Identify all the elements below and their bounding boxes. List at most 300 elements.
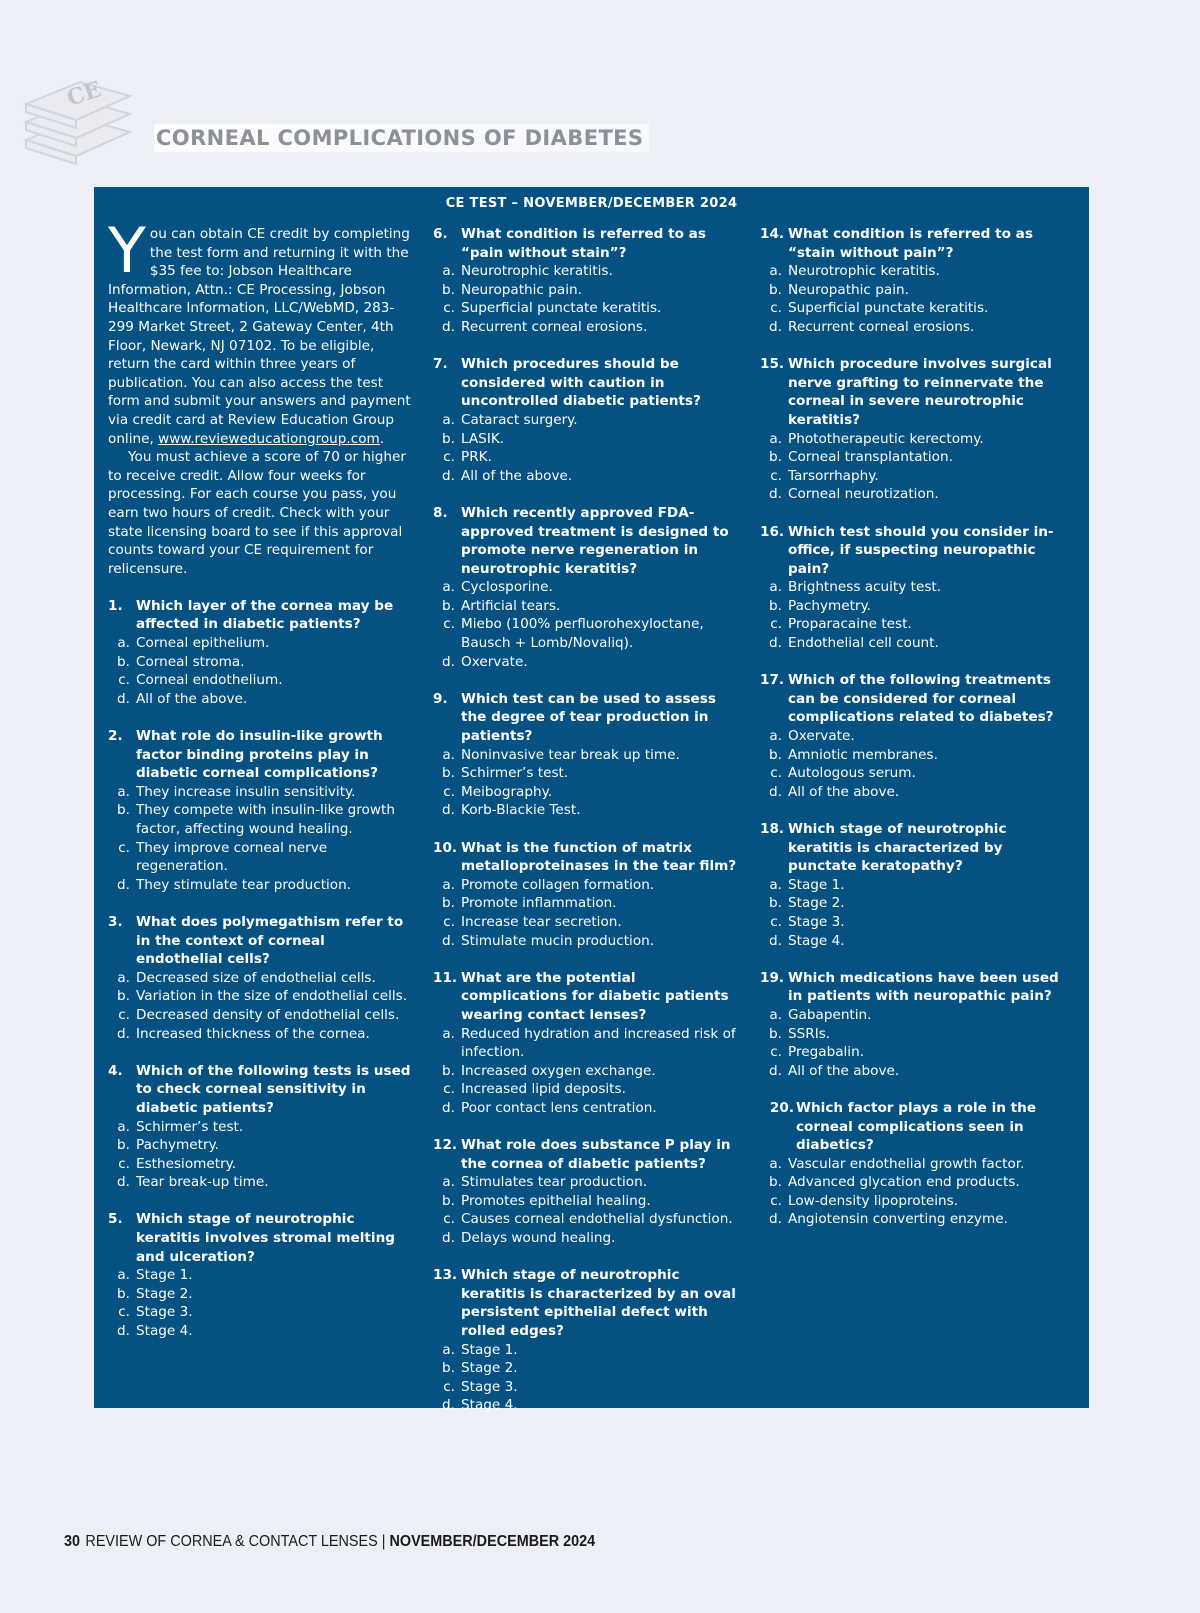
option-letter: a. — [769, 1006, 782, 1023]
option-letter: c. — [770, 913, 782, 930]
answer-option — [108, 653, 414, 672]
question-heading — [433, 839, 745, 876]
answer-option — [760, 467, 1072, 486]
question-number: 16. — [760, 523, 785, 540]
option-letter: c. — [770, 1044, 782, 1061]
answer-option — [760, 1043, 1072, 1062]
logo-text: CE — [63, 76, 105, 112]
option-text: Recurrent corneal erosions. — [461, 318, 648, 335]
option-text: Corneal neurotization. — [788, 486, 939, 503]
answer-option — [760, 1006, 1072, 1025]
question-text: Which test can be used to assess the degree of tear production in patients? — [461, 690, 716, 745]
intro-period: . — [379, 430, 385, 447]
option-letter: b. — [117, 802, 130, 819]
question-text: Which of the following treatments can be considered for corneal complications related to diabetes? — [788, 672, 1054, 726]
option-text: Promotes epithelial healing. — [461, 1192, 651, 1209]
option-text: Noninvasive tear break up time. — [461, 746, 680, 763]
option-letter: c. — [443, 616, 455, 633]
option-text: Neuropathic pain. — [461, 281, 582, 298]
column-1 — [108, 214, 414, 1341]
answer-option — [108, 801, 414, 838]
question-block — [433, 1136, 745, 1248]
option-letter: c. — [443, 1211, 455, 1228]
column-3 — [760, 225, 1072, 1229]
option-text: PRK. — [461, 449, 492, 466]
question-block — [760, 1099, 1072, 1229]
option-letter: c. — [118, 1304, 130, 1321]
question-list — [760, 225, 1072, 1229]
question-text: Which stage of neurotrophic keratitis is characterized by an oval persistent epithelial defect with rolled edges? — [461, 1267, 736, 1340]
option-text: Stage 1. — [136, 1267, 193, 1284]
question-block — [760, 523, 1072, 653]
intro-text — [108, 214, 414, 578]
option-text: Increased oxygen exchange. — [461, 1062, 656, 1079]
option-text: Oxervate. — [788, 728, 855, 745]
option-text: Oxervate. — [461, 653, 528, 670]
question-number: 17. — [760, 672, 785, 689]
option-text: Poor contact lens centration. — [461, 1099, 657, 1116]
option-letter: c. — [118, 672, 130, 689]
question-block — [433, 355, 745, 485]
option-text: All of the above. — [788, 783, 900, 800]
option-letter: d. — [442, 802, 455, 819]
option-text: Increased thickness of the cornea. — [136, 1025, 370, 1042]
answer-option — [433, 1229, 745, 1248]
option-letter: d. — [442, 1397, 455, 1414]
answer-option — [108, 1285, 414, 1304]
answer-option — [760, 876, 1072, 895]
option-letter: b. — [769, 1174, 782, 1191]
option-text: Stage 4. — [788, 932, 845, 949]
option-text: Advanced glycation end products. — [788, 1174, 1020, 1191]
question-number: 5. — [108, 1211, 123, 1228]
option-text: All of the above. — [788, 1062, 900, 1079]
question-text: What condition is referred to as “pain without stain”? — [461, 226, 706, 261]
option-letter: b. — [442, 597, 455, 614]
option-letter: d. — [117, 1174, 130, 1191]
option-letter: d. — [442, 1230, 455, 1247]
answer-option — [433, 1173, 745, 1192]
question-number: 6. — [433, 226, 448, 242]
question-heading — [760, 225, 1072, 262]
option-text: They stimulate tear production. — [136, 876, 352, 893]
option-letter: a. — [769, 430, 782, 447]
ce-books-icon — [18, 70, 138, 170]
answer-option — [433, 467, 745, 486]
option-text: LASIK. — [461, 430, 505, 447]
option-text: Amniotic membranes. — [788, 746, 938, 763]
question-text: What does polymegathism refer to in the context of corneal endothelial cells? — [136, 913, 404, 968]
answer-option — [433, 1378, 745, 1397]
option-text: Increased lipid deposits. — [461, 1081, 626, 1098]
option-text: Pachymetry. — [136, 1137, 220, 1154]
option-text: Stage 2. — [136, 1285, 193, 1302]
answer-option — [433, 299, 745, 318]
question-number: 15. — [760, 356, 785, 373]
option-text: Decreased size of endothelial cells. — [136, 969, 376, 986]
question-number: 19. — [760, 969, 785, 986]
question-text: Which procedures should be considered with caution in uncontrolled diabetic patients? — [461, 356, 701, 410]
option-letter: c. — [443, 1378, 455, 1395]
option-letter: a. — [117, 635, 130, 652]
option-text: Recurrent corneal erosions. — [788, 318, 975, 335]
answer-option — [760, 448, 1072, 467]
option-letter: c. — [770, 300, 782, 317]
option-letter: a. — [769, 728, 782, 745]
answer-option — [108, 1266, 414, 1285]
answer-option — [760, 727, 1072, 746]
question-number: 13. — [433, 1267, 458, 1284]
question-block — [760, 820, 1072, 950]
question-block — [108, 727, 414, 894]
question-text: Which layer of the cornea may be affected in diabetic patients? — [136, 597, 394, 633]
ce-test-panel — [94, 187, 1089, 1414]
option-text: Neurotrophic keratitis. — [788, 263, 940, 280]
answer-option — [108, 783, 414, 802]
option-text: Pregabalin. — [788, 1044, 865, 1061]
option-letter: d. — [769, 635, 782, 652]
option-text: Schirmer’s test. — [136, 1118, 244, 1135]
option-letter: d. — [442, 932, 455, 949]
page-number: 30 — [64, 1533, 81, 1550]
option-text: Meibography. — [461, 783, 553, 800]
option-letter: c. — [770, 616, 782, 633]
question-heading — [108, 727, 414, 783]
answer-option — [433, 615, 745, 652]
answer-option — [108, 1136, 414, 1155]
option-text: Vascular endothelial growth factor. — [788, 1155, 1025, 1172]
option-text: Tarsorrhaphy. — [788, 467, 879, 484]
answer-option — [108, 839, 414, 876]
option-letter: d. — [442, 318, 455, 335]
answer-option — [760, 746, 1072, 765]
column-2 — [433, 225, 745, 1415]
option-letter: b. — [442, 1360, 455, 1377]
question-heading — [108, 1062, 414, 1118]
answer-option — [760, 318, 1072, 337]
option-text: Stage 2. — [788, 895, 845, 912]
option-letter: b. — [769, 1025, 782, 1042]
test-header: CE TEST – NOVEMBER/DECEMBER 2024 — [445, 196, 738, 211]
option-letter: d. — [117, 876, 130, 893]
option-letter: d. — [117, 690, 130, 707]
answer-option — [433, 448, 745, 467]
option-text: Cataract surgery. — [461, 411, 578, 428]
option-text: Stage 3. — [461, 1378, 518, 1395]
question-text: Which stage of neurotrophic keratitis is characterized by punctate keratopathy? — [788, 821, 1007, 875]
option-text: Stimulates tear production. — [461, 1174, 648, 1191]
answer-option — [433, 746, 745, 765]
question-heading — [433, 690, 745, 746]
answer-option — [108, 1173, 414, 1192]
question-block — [108, 1210, 414, 1340]
option-letter: a. — [117, 1118, 130, 1135]
option-letter: b. — [769, 449, 782, 466]
question-heading — [760, 1099, 1072, 1155]
option-text: Stage 2. — [461, 1360, 518, 1377]
option-letter: a. — [442, 263, 455, 280]
answer-option — [433, 411, 745, 430]
answer-option — [760, 299, 1072, 318]
question-block — [108, 913, 414, 1043]
answer-option — [760, 1025, 1072, 1044]
question-number: 1. — [108, 597, 123, 614]
question-heading — [760, 355, 1072, 429]
answer-option — [433, 1080, 745, 1099]
question-number: 3. — [108, 913, 123, 930]
option-text: Causes corneal endothelial dysfunction. — [461, 1211, 733, 1228]
option-text: Miebo (100% perfluorohexyloctane, Bausch + Lomb/Novaliq). — [461, 616, 704, 652]
answer-option — [433, 653, 745, 672]
answer-option — [760, 578, 1072, 597]
option-text: They compete with insulin-like growth factor, affecting wound healing. — [136, 802, 395, 837]
question-heading — [433, 355, 745, 411]
question-block — [433, 839, 745, 951]
question-heading — [108, 913, 414, 969]
question-block — [760, 225, 1072, 337]
question-block — [433, 504, 745, 671]
answer-option — [433, 1062, 745, 1081]
option-text: Corneal transplantation. — [788, 449, 953, 466]
option-text: Stage 1. — [461, 1341, 518, 1358]
question-heading — [433, 504, 745, 578]
answer-option — [108, 1155, 414, 1174]
answer-option — [433, 262, 745, 281]
question-heading — [433, 225, 745, 262]
answer-option — [433, 430, 745, 449]
option-text: Cyclosporine. — [461, 579, 553, 596]
option-text: Delays wound healing. — [461, 1230, 616, 1247]
option-letter: a. — [442, 746, 455, 763]
answer-option — [433, 1396, 745, 1415]
option-letter: a. — [442, 1025, 455, 1042]
answer-option — [433, 1359, 745, 1378]
option-letter: b. — [442, 895, 455, 912]
option-letter: d. — [769, 318, 782, 335]
question-heading — [760, 671, 1072, 727]
option-text: Promote inflammation. — [461, 895, 617, 912]
answer-option — [433, 578, 745, 597]
question-block — [108, 1062, 414, 1192]
option-text: Neuropathic pain. — [788, 281, 909, 298]
option-text: All of the above. — [461, 467, 573, 484]
option-letter: a. — [442, 1174, 455, 1191]
question-heading — [760, 969, 1072, 1006]
option-text: Increase tear secretion. — [461, 913, 622, 930]
question-text: What is the function of matrix metalloproteinases in the tear film? — [461, 839, 737, 875]
option-letter: d. — [769, 1211, 782, 1228]
answer-option — [760, 1192, 1072, 1211]
option-letter: a. — [117, 783, 130, 800]
question-heading — [433, 969, 745, 1025]
answer-option — [760, 597, 1072, 616]
option-text: Reduced hydration and increased risk of infection. — [461, 1025, 736, 1061]
option-text: Superficial punctate keratitis. — [461, 300, 662, 317]
question-heading — [433, 1266, 745, 1340]
answer-option — [760, 764, 1072, 783]
option-text: Angiotensin converting enzyme. — [788, 1211, 1008, 1228]
question-number: 12. — [433, 1137, 458, 1154]
question-heading — [433, 1136, 745, 1173]
answer-option — [760, 634, 1072, 653]
answer-option — [108, 1006, 414, 1025]
answer-option — [433, 801, 745, 820]
option-letter: d. — [117, 1025, 130, 1042]
option-letter: c. — [770, 467, 782, 484]
option-letter: d. — [769, 783, 782, 800]
option-letter: d. — [442, 653, 455, 670]
question-text: Which test should you consider in-office, if suspecting neuropathic pain? — [788, 523, 1054, 577]
option-letter: a. — [442, 411, 455, 428]
question-list — [108, 597, 414, 1341]
page-footer — [64, 1533, 595, 1551]
option-letter: b. — [442, 1192, 455, 1209]
option-letter: c. — [443, 1081, 455, 1098]
question-number: 2. — [108, 728, 123, 745]
answer-option — [760, 932, 1072, 951]
answer-option — [108, 671, 414, 690]
question-number: 14. — [760, 226, 785, 242]
option-letter: c. — [770, 765, 782, 782]
publication-name: REVIEW OF CORNEA & CONTACT LENSES | — [85, 1533, 390, 1550]
option-text: Stage 4. — [136, 1323, 193, 1340]
question-text: Which procedure involves surgical nerve grafting to reinnervate the corneal in severe neurotrophic keratitis? — [788, 356, 1052, 428]
option-text: Artificial tears. — [461, 597, 561, 614]
answer-option — [760, 485, 1072, 504]
question-number: 9. — [433, 690, 448, 707]
option-letter: b. — [442, 1062, 455, 1079]
option-letter: b. — [117, 1285, 130, 1302]
answer-option — [108, 1025, 414, 1044]
question-text: Which of the following tests is used to check corneal sensitivity in diabetic patients? — [136, 1062, 411, 1116]
option-letter: c. — [443, 913, 455, 930]
option-text: Stage 1. — [788, 876, 845, 893]
question-block — [433, 1266, 745, 1415]
question-number: 7. — [433, 356, 448, 373]
question-text: Which medications have been used in patients with neuropathic pain? — [788, 969, 1059, 1005]
answer-option — [433, 281, 745, 300]
option-text: They improve corneal nerve regeneration. — [136, 839, 328, 875]
answer-option — [108, 634, 414, 653]
option-text: Stage 3. — [136, 1304, 193, 1321]
question-text: What condition is referred to as “stain without pain”? — [788, 226, 1033, 261]
answer-option — [108, 690, 414, 709]
question-number: 18. — [760, 821, 785, 837]
option-letter: a. — [769, 1155, 782, 1172]
option-letter: d. — [769, 486, 782, 503]
page-title: CORNEAL COMPLICATIONS OF DIABETES — [154, 124, 649, 152]
question-text: Which recently approved FDA-approved treatment is designed to promote nerve regeneration in neurotrophic keratitis? — [461, 504, 729, 577]
answer-option — [760, 1062, 1072, 1081]
option-text: Korb-Blackie Test. — [461, 802, 581, 819]
answer-option — [760, 1155, 1072, 1174]
option-text: They increase insulin sensitivity. — [136, 783, 356, 800]
option-letter: b. — [442, 281, 455, 298]
question-number: 4. — [108, 1062, 123, 1079]
option-letter: c. — [118, 1155, 130, 1172]
option-letter: b. — [442, 430, 455, 447]
question-number: 11. — [433, 969, 458, 986]
question-block — [433, 690, 745, 820]
answer-option — [760, 430, 1072, 449]
option-letter: b. — [769, 597, 782, 614]
question-block — [433, 969, 745, 1118]
question-heading — [108, 1210, 414, 1266]
answer-option — [108, 1303, 414, 1322]
option-letter: c. — [443, 449, 455, 466]
option-text: Variation in the size of endothelial cells. — [136, 988, 408, 1005]
option-text: Decreased density of endothelial cells. — [136, 1006, 400, 1023]
issue-date: NOVEMBER/DECEMBER 2024 — [389, 1533, 596, 1550]
option-letter: a. — [769, 263, 782, 280]
option-letter: a. — [117, 1267, 130, 1284]
answer-option — [760, 913, 1072, 932]
question-block — [760, 671, 1072, 801]
answer-option — [433, 318, 745, 337]
option-letter: a. — [442, 1341, 455, 1358]
option-text: Corneal stroma. — [136, 653, 245, 670]
option-text: Gabapentin. — [788, 1006, 872, 1023]
question-block — [433, 225, 745, 337]
answer-option — [108, 969, 414, 988]
answer-option — [433, 1341, 745, 1360]
answer-option — [760, 783, 1072, 802]
option-text: Stimulate mucin production. — [461, 932, 655, 949]
option-text: Stage 3. — [788, 913, 845, 930]
answer-option — [108, 987, 414, 1006]
question-heading — [760, 820, 1072, 876]
answer-option — [760, 615, 1072, 634]
option-letter: a. — [442, 876, 455, 893]
option-letter: c. — [443, 783, 455, 800]
answer-option — [760, 281, 1072, 300]
answer-option — [433, 1025, 745, 1062]
question-block — [108, 597, 414, 709]
option-text: Stage 4. — [461, 1397, 518, 1414]
question-block — [760, 969, 1072, 1081]
option-letter: b. — [769, 746, 782, 763]
option-letter: b. — [442, 765, 455, 782]
option-letter: b. — [117, 1137, 130, 1154]
answer-option — [108, 1118, 414, 1137]
option-text: Brightness acuity test. — [788, 579, 942, 596]
intro-paragraph: ou can obtain CE credit by completing the test form and returning it with the $35 fee to: Jobson Healthcare Information, Attn.: CE Processing, Jobson Healthcare Information, LLC/WebMD, 283-299 Market Street, 2 Gateway Center, 4th Floor, Newark, NJ 07102. To be eligible, return the card within three years of publication. You can also access the test form and submit your answers and payment via credit card at Review Education Group online, — [108, 226, 411, 447]
answer-option — [433, 764, 745, 783]
answer-option — [433, 894, 745, 913]
answer-option — [760, 262, 1072, 281]
option-text: Autologous serum. — [788, 765, 916, 782]
answer-option — [433, 597, 745, 616]
option-letter: d. — [769, 932, 782, 949]
answer-option — [433, 1210, 745, 1229]
option-text: Corneal epithelium. — [136, 635, 270, 652]
question-number: 10. — [433, 839, 458, 856]
option-letter: b. — [769, 281, 782, 298]
answer-option — [433, 783, 745, 802]
option-text: Tear break-up time. — [136, 1174, 269, 1191]
question-text: Which factor plays a role in the corneal complications seen in diabetics? — [796, 1099, 1037, 1154]
option-letter: d. — [442, 1099, 455, 1116]
question-text: What are the potential complications for diabetic patients wearing contact lenses? — [461, 969, 729, 1023]
option-letter: b. — [117, 653, 130, 670]
option-letter: d. — [769, 1062, 782, 1079]
option-text: Pachymetry. — [788, 597, 872, 614]
option-text: Superficial punctate keratitis. — [788, 300, 989, 317]
option-letter: a. — [769, 876, 782, 893]
option-text: Neurotrophic keratitis. — [461, 263, 613, 280]
website-link[interactable]: www.revieweducationgroup.com — [158, 430, 380, 447]
option-letter: c. — [118, 839, 130, 856]
